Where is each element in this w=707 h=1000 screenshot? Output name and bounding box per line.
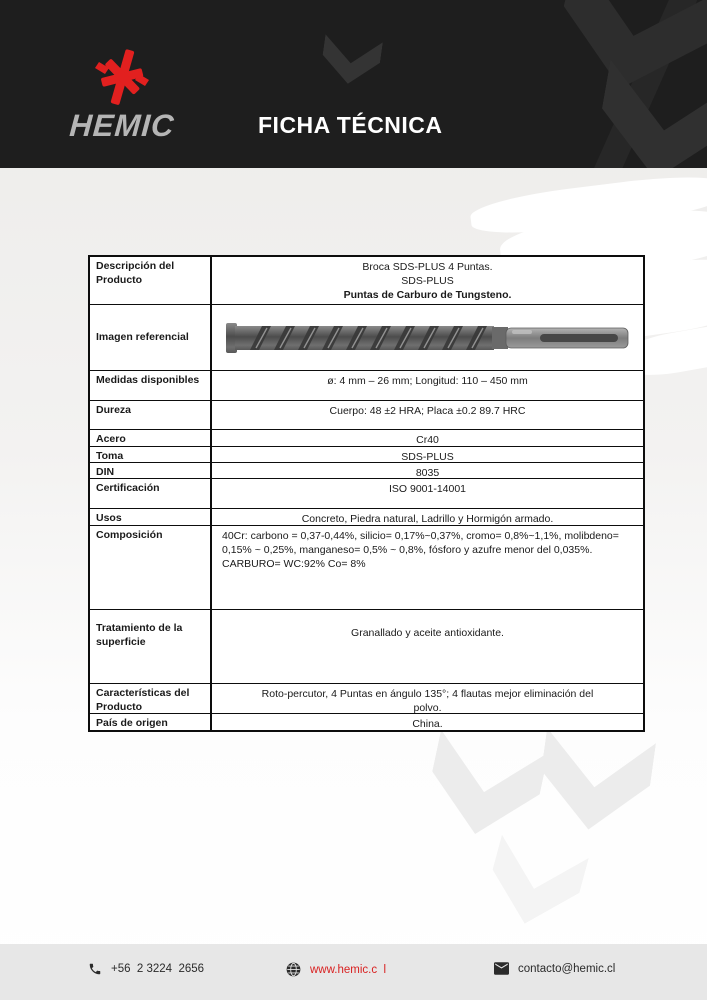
table-row-din xyxy=(90,463,643,479)
row-label: Acero xyxy=(90,430,212,446)
row-label: País de origen xyxy=(90,714,212,730)
globe-icon xyxy=(286,962,301,977)
email-address[interactable]: contacto@hemic.cl xyxy=(518,962,616,975)
footer-email[interactable] xyxy=(494,962,615,975)
desc-line-3: Puntas de Carburo de Tungsteno. xyxy=(343,289,512,302)
row-label: Usos xyxy=(90,509,212,525)
row-label: Tratamiento de la superficie xyxy=(90,610,212,683)
phone-number: +56 2 3224 2656 xyxy=(111,963,205,975)
table-row-composicion xyxy=(90,526,643,610)
website-link[interactable]: www.hemic.c l xyxy=(310,963,387,976)
row-value: Cr40 xyxy=(416,434,439,446)
table-row-medidas xyxy=(90,371,643,401)
row-value: 8035 xyxy=(415,467,440,479)
row-value: China. xyxy=(412,718,443,730)
desc-line-1: Broca SDS-PLUS 4 Puntas. xyxy=(362,261,493,273)
row-label: Descripción del Producto xyxy=(90,257,212,304)
watermark-chevron xyxy=(421,730,548,846)
table-row-descripcion xyxy=(90,257,643,305)
table-row-dureza xyxy=(90,401,643,430)
row-label: Composición xyxy=(90,526,212,609)
watermark-chevron xyxy=(534,728,656,837)
desc-line-2: SDS-PLUS xyxy=(401,275,454,288)
row-label: Certificación xyxy=(90,479,212,508)
row-value: Roto-percutor, 4 Puntas en ángulo 135°; 4 flautas mejor eliminación del polvo. xyxy=(261,688,594,715)
hemic-asterisk-icon xyxy=(91,48,153,106)
table-row-usos xyxy=(90,509,643,526)
drill-bit-image xyxy=(222,310,634,366)
header-decor-chevron-small xyxy=(319,34,383,88)
page-title: FICHA TÉCNICA xyxy=(258,112,443,138)
table-row-acero xyxy=(90,430,643,447)
table-row-certificacion xyxy=(90,479,643,509)
row-value: Granallado y aceite antioxidante. xyxy=(351,627,504,639)
footer-bar xyxy=(0,944,707,1000)
row-label: Medidas disponibles xyxy=(90,371,212,400)
hemic-logo xyxy=(52,48,192,144)
row-value: ISO 9001-14001 xyxy=(388,483,467,495)
footer-website[interactable] xyxy=(286,962,386,977)
row-label: Características del Producto xyxy=(90,684,212,713)
row-label: Dureza xyxy=(90,401,212,429)
row-value: 40Cr: carbono = 0,37-0,44%, silicio= 0,17%~0,37%, cromo= 0,8%~1,1%, molibdeno= 0,15% ~ 0,25%, manganeso= 0,5% ~ 0,8%, fósforo y azufre menor del 0,035%. CARBURO= WC:92% Co= 8% xyxy=(222,530,619,571)
row-value: SDS-PLUS xyxy=(401,451,454,463)
row-value: ø: 4 mm – 26 mm; Longitud: 110 – 450 mm xyxy=(327,375,528,387)
row-value: Cuerpo: 48 ±2 HRA; Placa ±0.2 89.7 HRC xyxy=(329,405,526,417)
row-value xyxy=(212,257,643,304)
table-row-imagen xyxy=(90,305,643,371)
footer-phone xyxy=(88,962,204,976)
table-row-toma xyxy=(90,447,643,463)
table-row-tratamiento xyxy=(90,610,643,684)
row-label: Toma xyxy=(90,447,212,462)
phone-icon xyxy=(88,962,102,976)
header-banner xyxy=(0,0,707,168)
table-row-caracteristicas xyxy=(90,684,643,714)
watermark-chevron xyxy=(481,835,589,936)
brand-wordmark: HEMIC xyxy=(68,108,176,143)
mail-icon xyxy=(494,962,509,975)
row-label: DIN xyxy=(90,463,212,478)
table-row-pais xyxy=(90,714,643,730)
row-value xyxy=(212,305,643,370)
row-label: Imagen referencial xyxy=(90,305,212,370)
row-value: Concreto, Piedra natural, Ladrillo y Hormigón armado. xyxy=(301,513,554,525)
spec-table xyxy=(88,255,645,732)
